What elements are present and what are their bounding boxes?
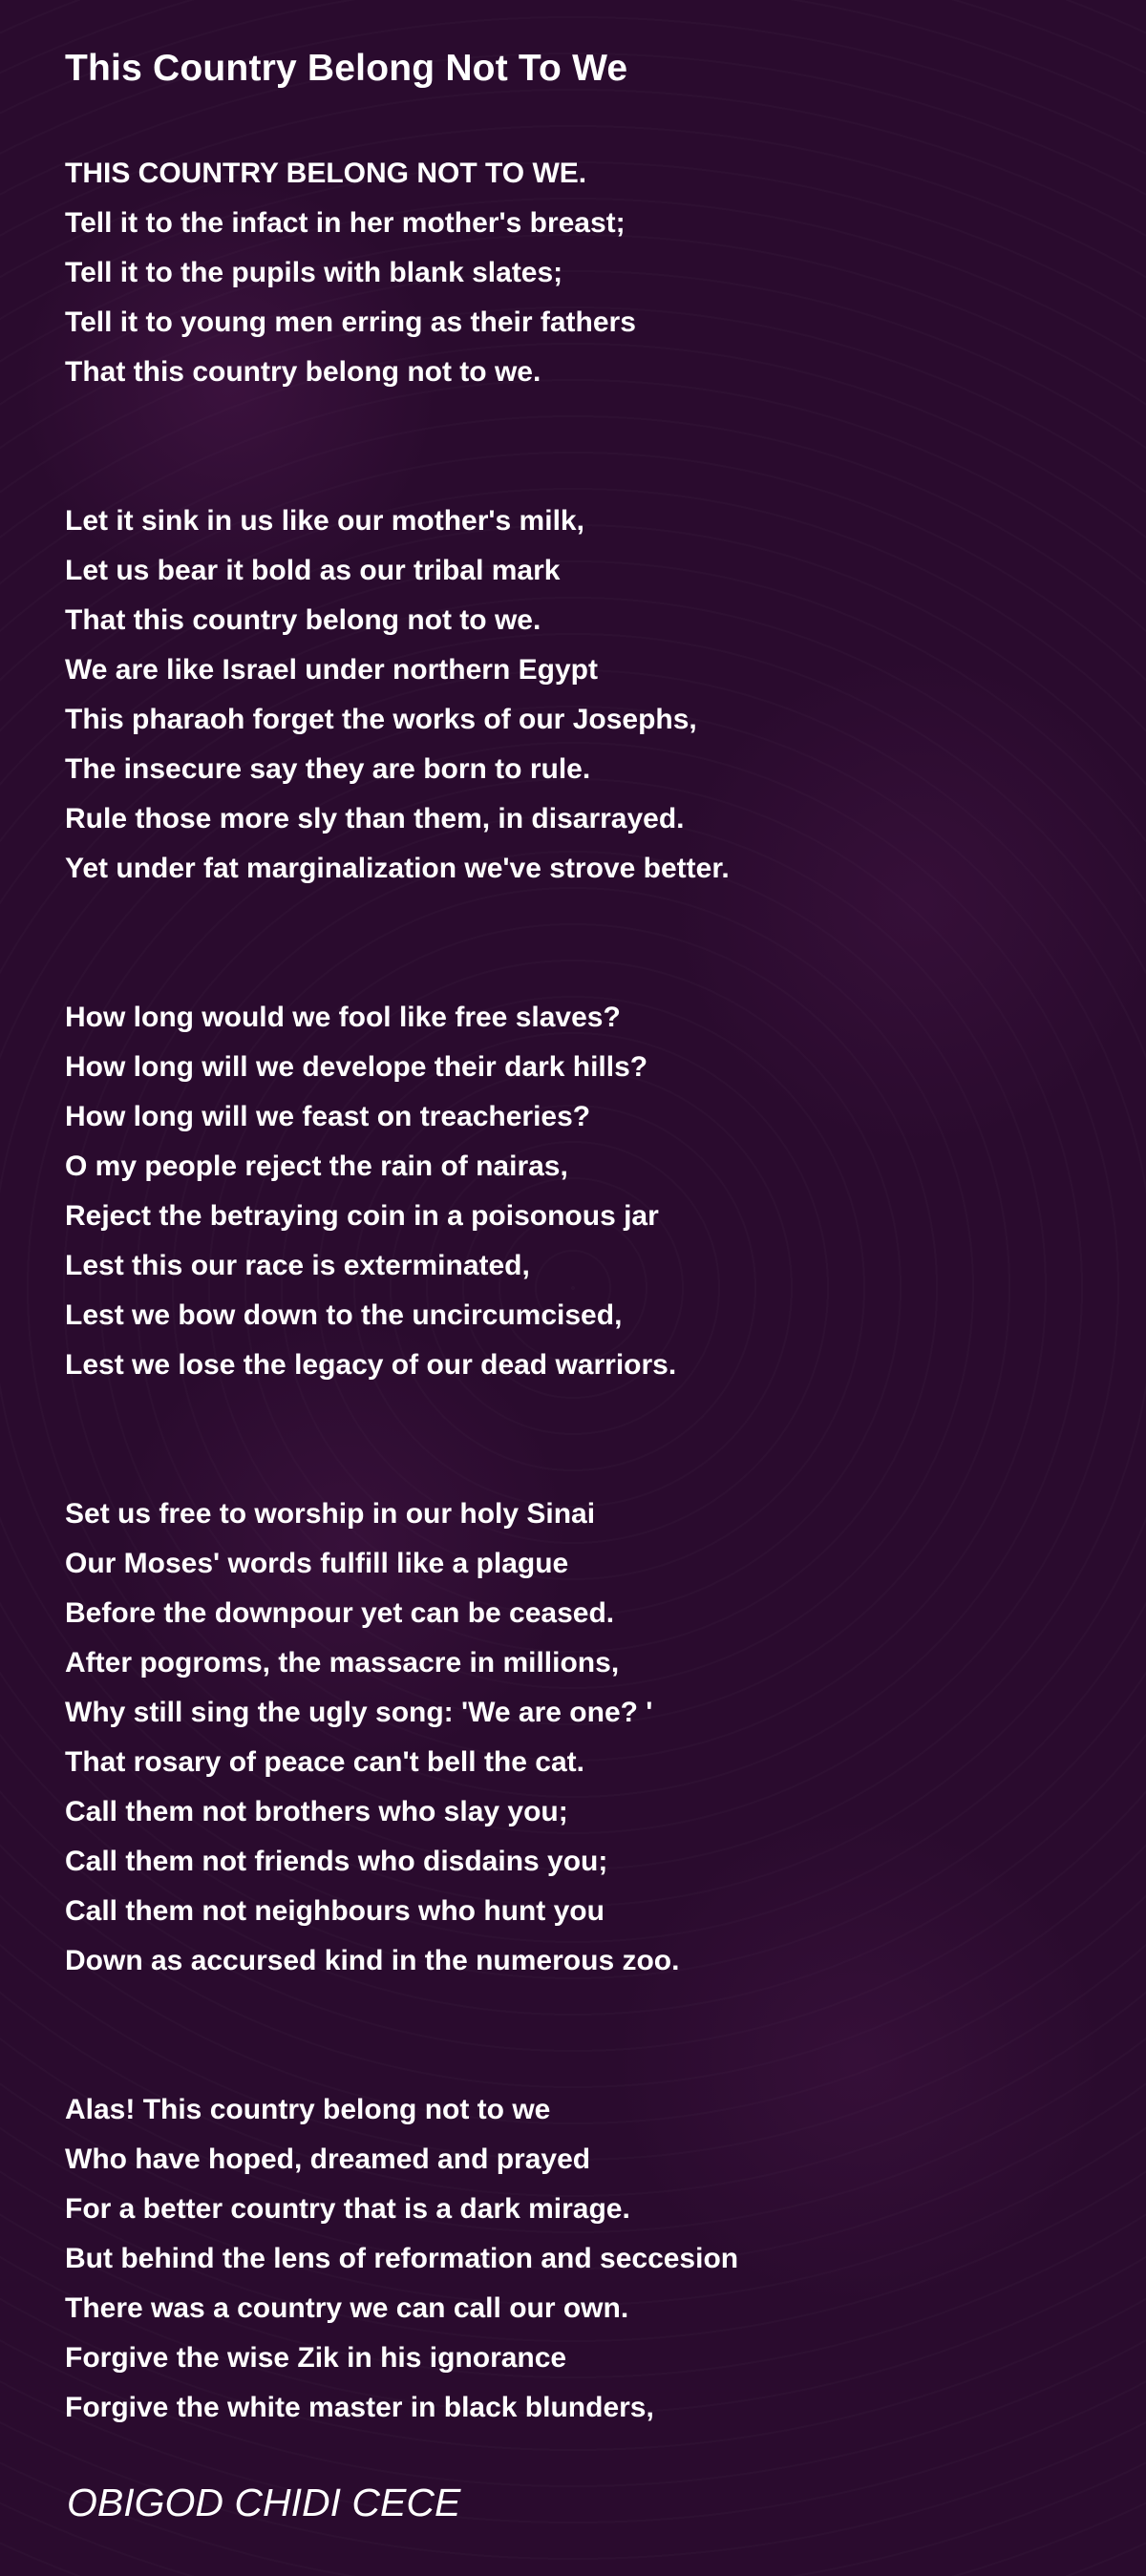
poem-line: But behind the lens of reformation and seccesion [65, 2243, 739, 2274]
poem-line: Set us free to worship in our holy Sinai [65, 1498, 596, 1530]
poem-line: That this country belong not to we. [65, 604, 541, 636]
poem-line: We are like Israel under northern Egypt [65, 654, 598, 686]
poem-line: That rosary of peace can't bell the cat. [65, 1746, 584, 1778]
poem-line: There was a country we can call our own. [65, 2292, 629, 2324]
poem-body [65, 149, 1115, 2532]
poem-line: After pogroms, the massacre in millions, [65, 1647, 620, 1679]
poem-stanza [65, 496, 1115, 894]
poem-line: Alas! This country belong not to we [65, 2094, 551, 2125]
poem-line: Let us bear it bold as our tribal mark [65, 555, 561, 586]
poem-author: OBIGOD CHIDI CECE [67, 2481, 461, 2524]
poem-line: Forgive the white master in black blunders, [65, 2392, 654, 2423]
poem-stanza [65, 149, 1115, 397]
poem-line: Why still sing the ugly song: 'We are one? ' [65, 1697, 653, 1728]
poem-line: Tell it to young men erring as their fathers [65, 306, 636, 338]
poem-line: Our Moses' words fulfill like a plague [65, 1548, 569, 1579]
poem-line: Reject the betraying coin in a poisonous jar [65, 1200, 659, 1232]
poem-stanza [65, 2085, 1115, 2433]
poem-line: For a better country that is a dark mirage. [65, 2193, 630, 2225]
poem-line: Forgive the wise Zik in his ignorance [65, 2342, 567, 2374]
poem-line: Call them not friends who disdains you; [65, 1846, 608, 1877]
poem-line: Tell it to the infact in her mother's breast; [65, 207, 626, 239]
poem-line: Lest we lose the legacy of our dead warriors. [65, 1349, 677, 1381]
poem-line: Call them not neighbours who hunt you [65, 1895, 605, 1927]
poem-line: Who have hoped, dreamed and prayed [65, 2143, 591, 2175]
poem-stanza [65, 993, 1115, 1390]
poem-line: Before the downpour yet can be ceased. [65, 1597, 615, 1629]
poem-line: How long will we feast on treacheries? [65, 1101, 591, 1132]
poem-line: Call them not brothers who slay you; [65, 1796, 568, 1827]
poem-line: How long would we fool like free slaves? [65, 1002, 621, 1033]
poem-line: THIS COUNTRY BELONG NOT TO WE. [65, 158, 587, 189]
poem-line: Lest we bow down to the uncircumcised, [65, 1299, 623, 1331]
poem-line: Lest this our race is exterminated, [65, 1250, 530, 1281]
poem-line: Tell it to the pupils with blank slates; [65, 257, 563, 288]
poem-line: Rule those more sly than them, in disarrayed. [65, 803, 685, 834]
poem-line: Yet under fat marginalization we've strove better. [65, 853, 730, 884]
poem-line: Down as accursed kind in the numerous zoo. [65, 1945, 680, 1976]
poem-line: Let it sink in us like our mother's milk, [65, 505, 584, 537]
poem-stanza [65, 1489, 1115, 1986]
poem-line: This pharaoh forget the works of our Josephs, [65, 704, 697, 735]
poem-line: That this country belong not to we. [65, 356, 541, 388]
poem-line: How long will we develope their dark hills? [65, 1051, 648, 1083]
poem-title: This Country Belong Not To We [65, 48, 628, 89]
poem-line: O my people reject the rain of nairas, [65, 1151, 568, 1182]
poem-line: The insecure say they are born to rule. [65, 753, 591, 785]
